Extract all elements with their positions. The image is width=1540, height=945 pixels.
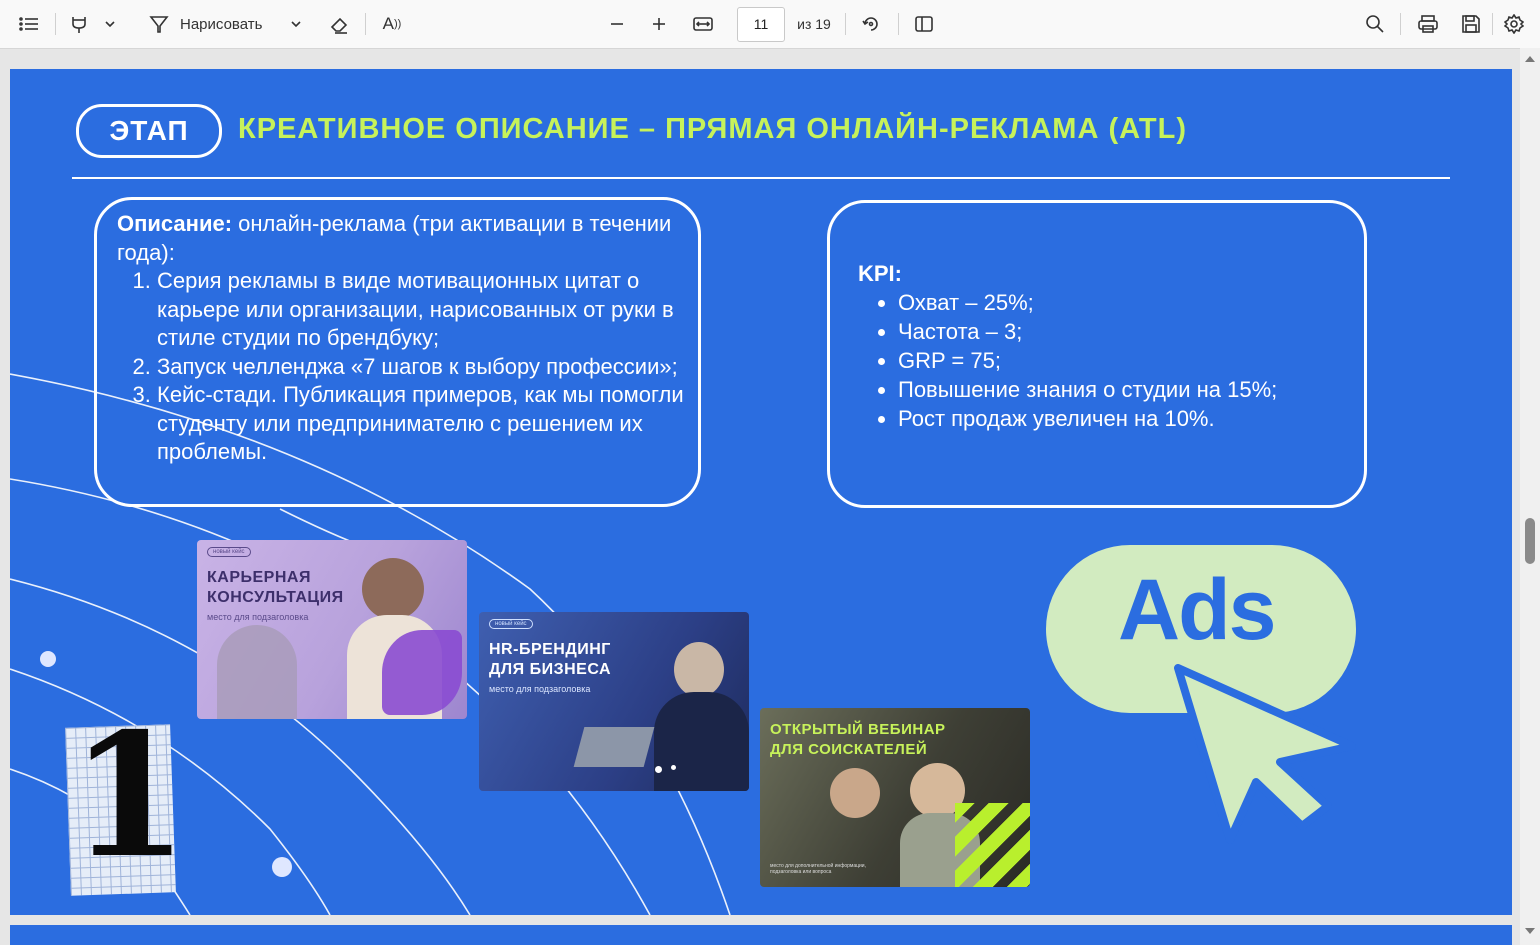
description-text <box>117 210 687 467</box>
vertical-scrollbar[interactable] <box>1520 48 1540 945</box>
person-photo <box>674 642 724 697</box>
laptop-photo <box>574 727 655 767</box>
card-title-line: ДЛЯ СОИСКАТЕЛЕЙ <box>770 741 928 758</box>
list-item: • Повышение знания о студии на 15%; <box>898 375 1277 404</box>
card-subtitle: место для подзаголовка <box>207 612 309 622</box>
draw-button[interactable]: Нарисовать <box>180 15 263 33</box>
fit-width-icon[interactable] <box>690 8 716 40</box>
kpi-label: KPI: <box>858 261 902 286</box>
toolbar-divider <box>55 13 56 35</box>
description-list <box>117 267 687 467</box>
kpi-list <box>858 288 1277 433</box>
toolbar-divider <box>898 13 899 35</box>
list-item: • Охват – 25%; <box>898 288 1277 317</box>
card-title <box>489 640 611 680</box>
carousel-dot <box>655 766 662 773</box>
decorative-shape <box>382 630 462 715</box>
person-photo <box>830 768 880 818</box>
card-title <box>770 720 946 760</box>
search-icon[interactable] <box>1362 8 1388 40</box>
list-item: • Частота – 3; <box>898 317 1277 346</box>
person-photo <box>217 625 297 719</box>
next-pdf-page <box>10 925 1512 945</box>
description-label: Описание: <box>117 211 233 236</box>
orbit-dot <box>272 857 292 877</box>
card-subtitle: место для подзаголовка <box>489 684 591 694</box>
case-card-career <box>197 540 467 719</box>
case-card-webinar <box>760 708 1030 887</box>
stage-number: 1 <box>70 696 189 896</box>
card-title-line: КАРЬЕРНАЯ <box>207 569 311 586</box>
card-tag: новый кейс <box>207 547 251 557</box>
chevron-down-icon[interactable] <box>100 8 120 40</box>
card-title-line: HR-БРЕНДИНГ <box>489 641 611 658</box>
toolbar-divider <box>1400 13 1401 35</box>
toolbar-divider <box>1492 13 1493 35</box>
page-view-icon[interactable] <box>910 8 938 40</box>
card-title-line: ОТКРЫТЫЙ ВЕБИНАР <box>770 721 946 738</box>
toolbar-divider <box>365 13 366 35</box>
scroll-down-arrow-icon[interactable] <box>1525 928 1535 934</box>
page-total: из 19 <box>797 16 831 32</box>
card-title-line: ДЛЯ БИЗНЕСА <box>489 661 612 678</box>
person-photo <box>654 692 749 791</box>
stage-badge: ЭТАП <box>76 104 222 158</box>
carousel-dot <box>671 765 676 770</box>
title-divider <box>72 177 1450 179</box>
scroll-up-arrow-icon[interactable] <box>1525 56 1535 62</box>
description-intro: онлайн-реклама (три активации в течении года): <box>117 211 672 265</box>
list-item: 1. Серия рекламы в виде мотивационных цитат о карьере или организации, нарисованных от руки в стиле студии по брендбуку; <box>157 267 687 353</box>
case-card-hr-branding <box>479 612 749 791</box>
contents-icon[interactable] <box>14 8 44 40</box>
page-number-input[interactable]: 11 <box>737 7 785 42</box>
list-item: • GRP = 75; <box>898 346 1277 375</box>
card-title-line: КОНСУЛЬТАЦИЯ <box>207 589 344 606</box>
toolbar-divider <box>845 13 846 35</box>
draw-icon[interactable] <box>146 8 172 40</box>
print-icon[interactable] <box>1414 8 1442 40</box>
rotate-icon[interactable] <box>858 8 884 40</box>
list-item: • Рост продаж увеличен на 10%. <box>898 404 1277 433</box>
pdf-page <box>10 69 1512 915</box>
list-item: 2. Запуск челленджа «7 шагов к выбору профессии»; <box>157 353 687 382</box>
highlight-icon[interactable] <box>66 8 92 40</box>
save-icon[interactable] <box>1457 8 1485 40</box>
kpi-text <box>858 259 1277 433</box>
read-aloud-icon[interactable]: A )) <box>382 14 402 33</box>
scrollbar-thumb[interactable] <box>1525 518 1535 564</box>
person-photo <box>362 558 424 620</box>
card-tag: новый кейс <box>489 619 533 629</box>
kpi-box <box>827 200 1367 508</box>
cursor-arrow-icon <box>1170 664 1370 844</box>
eraser-icon[interactable] <box>325 8 353 40</box>
card-subtitle: место для дополнительной информации, подзаголовка или вопроса <box>770 863 866 875</box>
zoom-out-icon[interactable] <box>604 8 630 40</box>
pdf-toolbar <box>0 0 1540 49</box>
orbit-dot <box>40 651 56 667</box>
description-box <box>94 197 701 507</box>
ads-label: Ads <box>1118 562 1275 658</box>
settings-gear-icon[interactable] <box>1500 8 1528 40</box>
decorative-shape <box>955 803 1030 887</box>
card-title <box>207 568 344 608</box>
list-item: 3. Кейс-стади. Публикация примеров, как мы помогли студенту или предпринимателю с решением их проблемы. <box>157 381 687 467</box>
zoom-in-icon[interactable] <box>646 8 672 40</box>
chevron-down-icon[interactable] <box>286 8 306 40</box>
slide-title: КРЕАТИВНОЕ ОПИСАНИЕ – ПРЯМАЯ ОНЛАЙН-РЕКЛАМА (ATL) <box>238 113 1187 145</box>
